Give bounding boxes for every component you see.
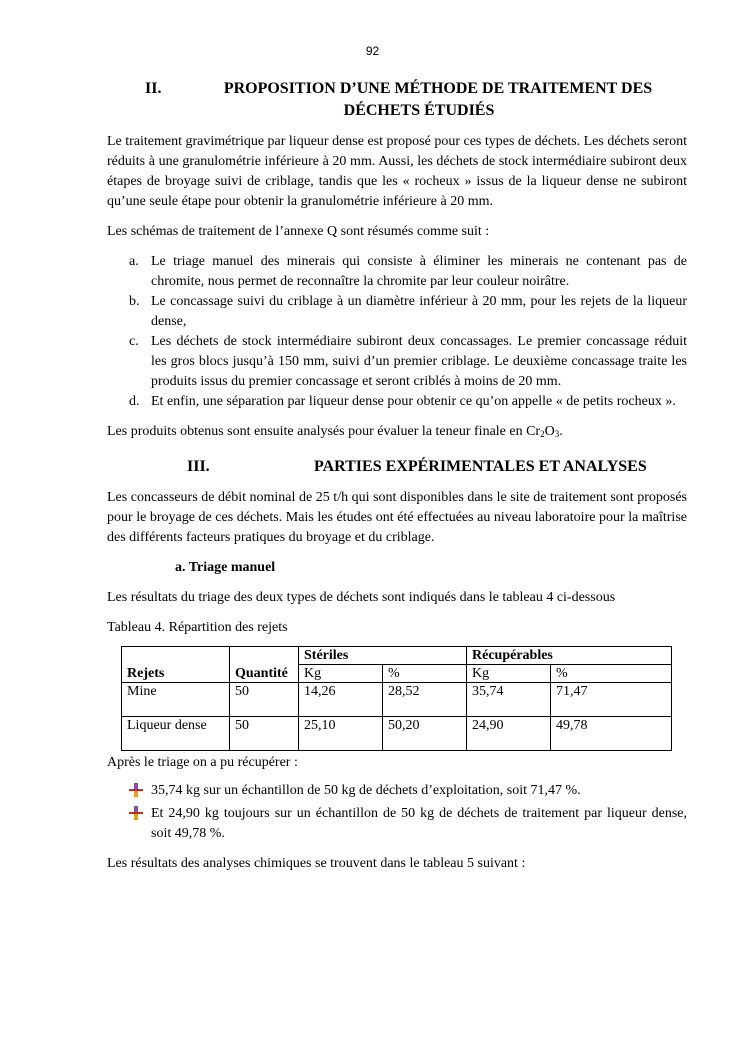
products-text: . (559, 424, 563, 439)
table-header-quantite: Quantité (230, 665, 299, 683)
table-cell: 50 (230, 683, 299, 717)
list-item (107, 332, 687, 392)
list-item (107, 252, 687, 292)
section-3-heading (107, 456, 687, 478)
subscript: 3 (554, 429, 560, 439)
section-3-number: III. (187, 458, 210, 475)
section-2-number: II. (145, 80, 162, 97)
section-2-heading (107, 78, 687, 100)
results-intro: Les résultats du triage des deux types de déchets sont indiqués dans le tableau 4 ci-dessous (107, 590, 616, 605)
table-cell: 71,47 (551, 683, 672, 717)
subscript: 2 (540, 429, 545, 439)
table-header-pct: % (551, 665, 672, 683)
table-cell: 25,10 (299, 717, 383, 751)
section-3-title: PARTIES EXPÉRIMENTALES ET ANALYSES (314, 458, 647, 475)
table-cell: Mine (122, 683, 230, 717)
table-row (122, 717, 672, 751)
page-number: 92 (365, 44, 380, 58)
bullet-icon (107, 781, 151, 804)
list-item-label: c. (129, 334, 139, 349)
list-item-text: 35,74 kg sur un échantillon de 50 kg de déchets d’exploitation, soit 71,47 %. (151, 783, 581, 798)
subsection-heading: a. Triage manuel (175, 560, 276, 575)
products-text: O (544, 424, 555, 439)
recovery-bullets (107, 781, 687, 844)
list-item-text: Le triage manuel des minerais qui consiste à éliminer les minerais ne contenant pas de chromite, nous permet de reconnaître la chromite par leur couleur noirâtre. (151, 254, 687, 289)
list-item (107, 781, 687, 804)
table-caption: Tableau 4. Répartition des rejets (107, 620, 288, 635)
chem-intro: Les résultats des analyses chimiques se trouvent dans le tableau 5 suivant : (107, 856, 526, 871)
products-text: Les produits obtenus sont ensuite analysés pour évaluer la teneur finale en Cr (107, 424, 541, 439)
table-header-recuperables: Récupérables (467, 647, 672, 665)
section-2-intro: Le traitement gravimétrique par liqueur dense est proposé pour ces types de déchets. Les déchets seront réduits à une granulométrie inférieure à 20 mm. Aussi, les déchets de stock intermédiaire subiront deux étapes de broyage suivi de criblage, tandis que les « rocheux » issus de la liqueur dense ne subiront qu’une seule étape pour obtenir la granulométrie inférieure à 20 mm. (107, 134, 688, 209)
table-cell: 50 (230, 717, 299, 751)
table-cell: 28,52 (383, 683, 467, 717)
table-cell: 35,74 (467, 683, 551, 717)
list-item (107, 804, 687, 844)
list-item-label: b. (129, 294, 140, 309)
schemas-intro: Les schémas de traitement de l’annexe Q sont résumés comme suit : (107, 224, 490, 239)
list-item-text: Le concassage suivi du criblage à un diamètre inférieur à 20 mm, pour les rejets de la liqueur dense, (151, 294, 687, 329)
rejects-table (121, 646, 672, 751)
table-header-kg: Kg (299, 665, 383, 683)
list-item (107, 292, 687, 332)
list-item-text: Et 24,90 kg toujours sur un échantillon de 50 kg de déchets de traitement par liqueur dense, soit 49,78 %. (151, 806, 687, 841)
treatment-steps-list (107, 252, 687, 412)
table-cell (122, 647, 230, 665)
list-item-text: Et enfin, une séparation par liqueur dense pour obtenir ce qu’on appelle « de petits rocheux ». (151, 394, 676, 409)
table-header-pct: % (383, 665, 467, 683)
list-item-label: a. (129, 254, 139, 269)
list-item-label: d. (129, 394, 140, 409)
table-header-row (122, 665, 672, 683)
section-2-title-line1: PROPOSITION D’UNE MÉTHODE DE TRAITEMENT DES (223, 80, 653, 97)
table-header-steriles: Stériles (299, 647, 467, 665)
after-triage-text: Après le triage on a pu récupérer : (107, 755, 298, 770)
table-header-row (122, 647, 672, 665)
products-sentence (107, 422, 687, 444)
list-item (107, 392, 687, 412)
table-cell: 24,90 (467, 717, 551, 751)
list-item-text: Les déchets de stock intermédiaire subiront deux concassages. Le premier concassage réduit les gros blocs jusqu’à 150 mm, suivi d’un premier criblage. Le deuxième concassage traite les produits issus du premier concassage et seront criblés à moins de 20 mm. (151, 334, 687, 389)
table-row (122, 683, 672, 717)
table-cell: 49,78 (551, 717, 672, 751)
table-header-kg: Kg (467, 665, 551, 683)
section-2-title-line2: DÉCHETS ÉTUDIÉS (343, 102, 495, 119)
section-3-intro: Les concasseurs de débit nominal de 25 t/h qui sont disponibles dans le site de traitement sont proposés pour le broyage de ces déchets. Mais les études ont été effectuées au niveau laboratoire pour la maîtrise des différents facteurs pratiques du broyage et du criblage. (107, 490, 687, 545)
table-cell: 50,20 (383, 717, 467, 751)
table-header-rejets: Rejets (122, 665, 230, 683)
table-cell: 14,26 (299, 683, 383, 717)
page-content (107, 78, 687, 874)
bullet-icon (107, 804, 151, 844)
table-cell: Liqueur dense (122, 717, 230, 751)
table-cell (230, 647, 299, 665)
